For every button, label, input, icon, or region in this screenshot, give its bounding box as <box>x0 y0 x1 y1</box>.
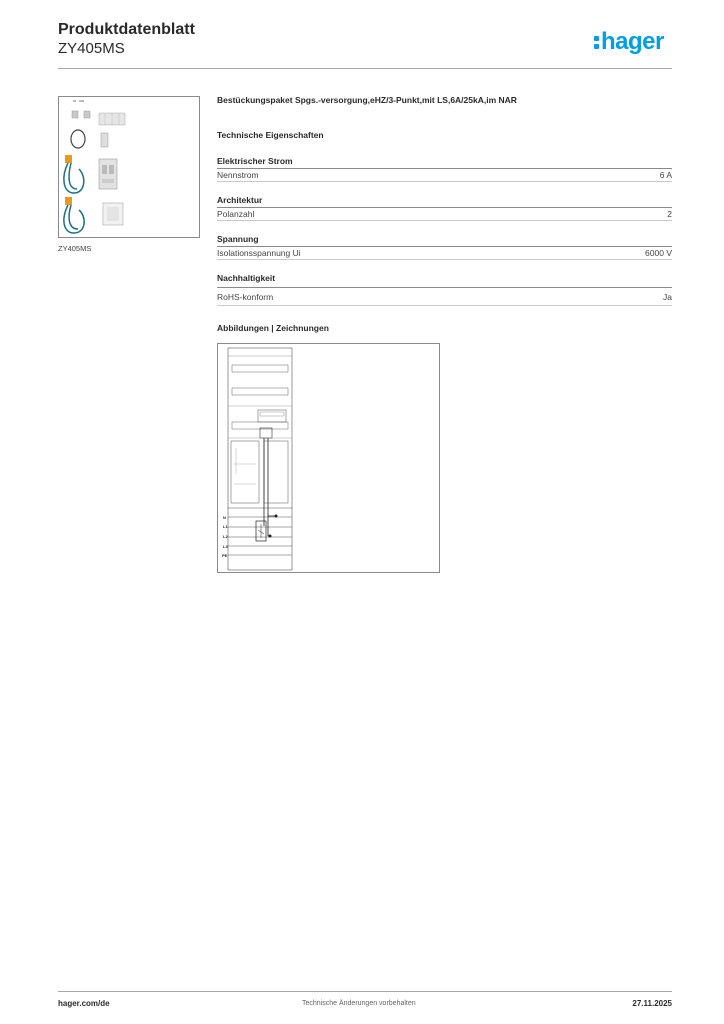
property-group-voltage <box>217 233 672 260</box>
property-group-sustainability <box>217 272 672 306</box>
wiring-diagram-drawing <box>218 344 439 572</box>
property-group-electric-current <box>217 155 672 182</box>
property-row-divider <box>217 220 672 221</box>
product-image <box>58 96 200 238</box>
terminal-label-l2: L2 <box>223 534 228 539</box>
page-title: Produktdatenblatt <box>58 21 195 38</box>
footer-divider <box>58 991 672 992</box>
footer-date: 27.11.2025 <box>632 999 672 1008</box>
property-group-title: Architektur <box>217 195 263 205</box>
property-group-title: Elektrischer Strom <box>217 156 293 166</box>
property-row <box>217 291 672 303</box>
product-description: Bestückungspaket Spgs.-versorgung,eHZ/3-Punkt,mit LS,6A/25kA,im NAR <box>217 95 517 105</box>
terminal-label-l1: L1 <box>223 524 228 529</box>
property-value: 6 A <box>659 170 672 180</box>
property-label: RoHS-konform <box>217 292 274 302</box>
property-group-title: Nachhaltigkeit <box>217 273 276 283</box>
property-divider <box>217 287 672 288</box>
property-row-divider <box>217 181 672 182</box>
property-row-divider <box>217 259 672 260</box>
terminal-label-pe: PE <box>222 553 228 558</box>
logo-text: hager <box>601 28 664 55</box>
terminal-label-l3: L3 <box>223 544 228 549</box>
property-value: 2 <box>667 209 672 219</box>
drawings-section-title: Abbildungen | Zeichnungen <box>217 323 329 333</box>
property-row-divider <box>217 305 672 306</box>
property-row <box>217 169 672 181</box>
property-row <box>217 208 672 220</box>
property-value: Ja <box>663 292 672 302</box>
header-divider <box>58 68 672 69</box>
product-components-icon <box>59 97 199 237</box>
property-value: 6000 V <box>645 248 672 258</box>
product-image-caption: ZY405MS <box>58 244 92 253</box>
footer-disclaimer: Technische Änderungen vorbehalten <box>302 1000 416 1007</box>
logo-dots-icon <box>594 34 599 50</box>
footer-website: hager.com/de <box>58 999 110 1008</box>
property-group-title: Spannung <box>217 234 259 244</box>
property-label: Isolationsspannung Ui <box>217 248 301 258</box>
terminal-label-n: N <box>223 515 226 520</box>
wiring-diagram <box>217 343 440 573</box>
property-group-architecture <box>217 194 672 221</box>
property-label: Polanzahl <box>217 209 255 219</box>
article-number: ZY405MS <box>58 40 125 57</box>
hager-logo <box>594 28 664 56</box>
properties-section-title: Technische Eigenschaften <box>217 130 324 140</box>
property-row <box>217 247 672 259</box>
property-label: Nennstrom <box>217 170 259 180</box>
